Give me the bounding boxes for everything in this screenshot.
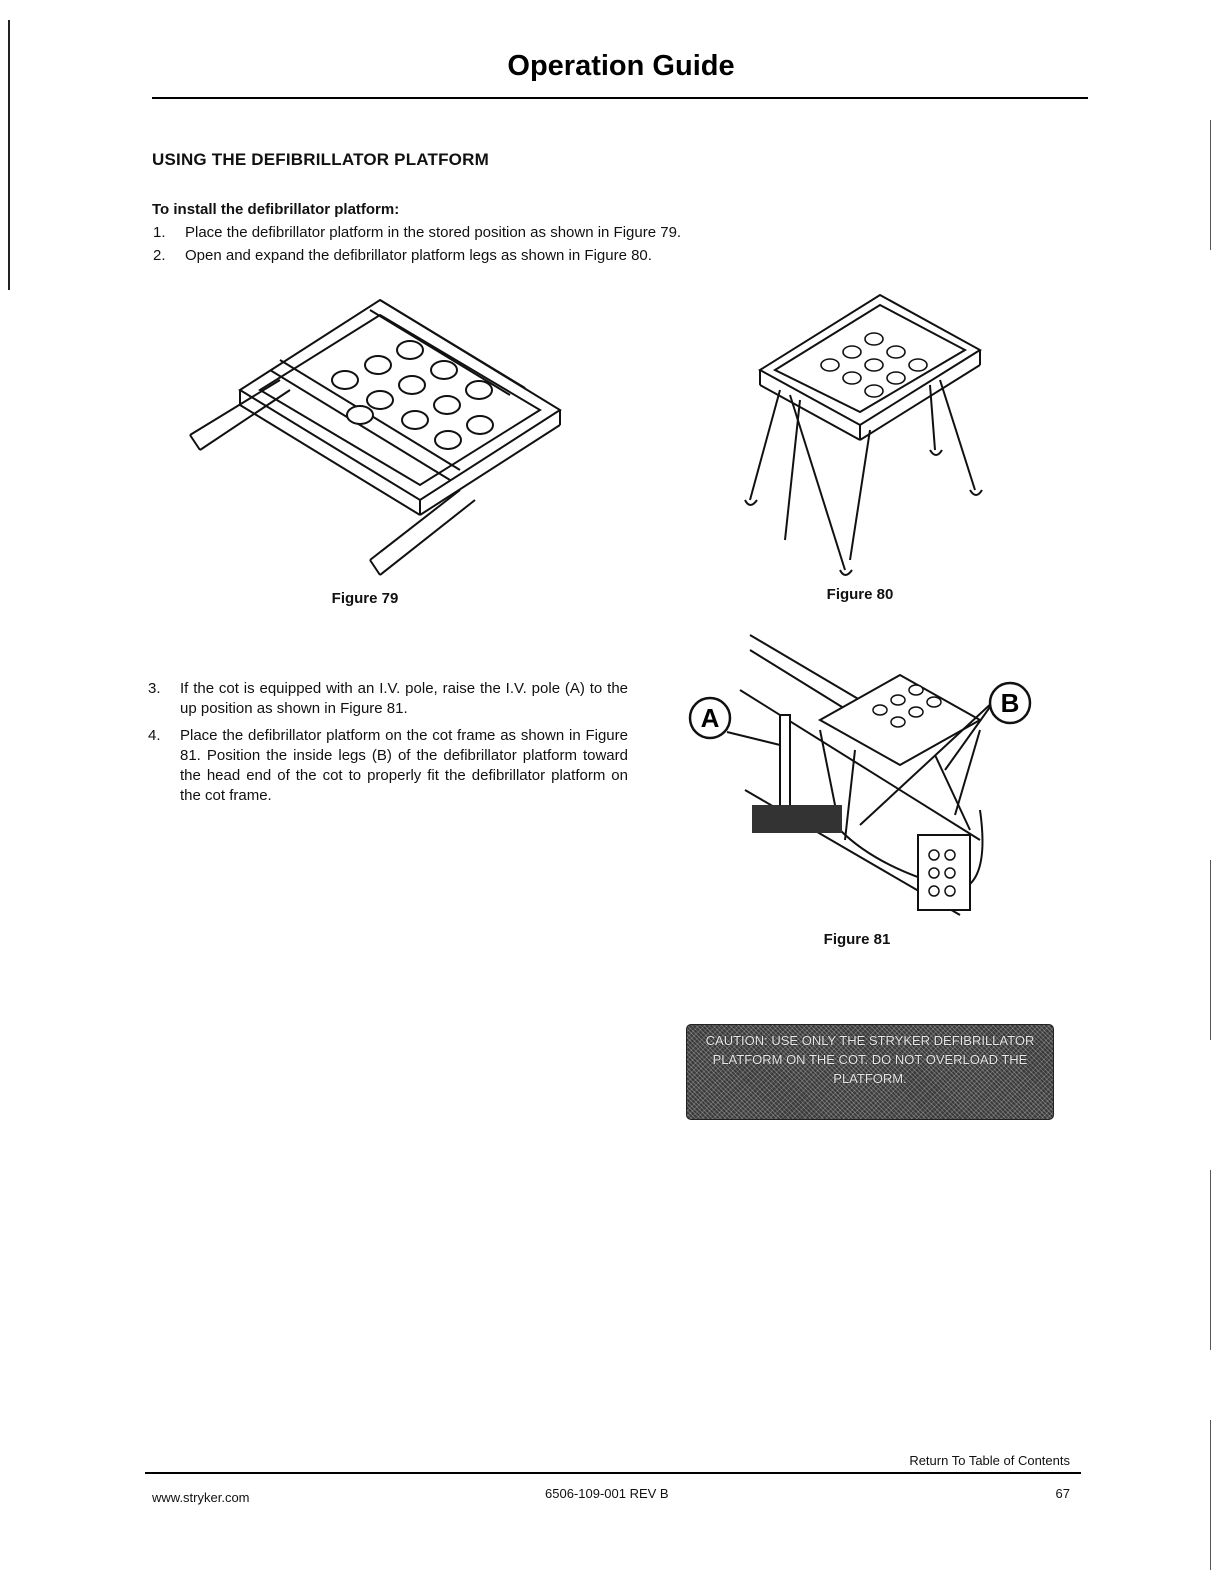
scan-edge-mark [1210, 1170, 1211, 1350]
figure-81-illustration [680, 630, 1050, 930]
step-number: 1. [153, 224, 166, 241]
callout-b-label: B [1000, 688, 1020, 718]
return-to-toc-link[interactable]: Return To Table of Contents [909, 1453, 1070, 1468]
section-heading: USING THE DEFIBRILLATOR PLATFORM [152, 150, 489, 169]
step-text: Place the defibrillator platform on the cot frame as shown in Figure 81. Position the inside legs (B) of the defibrillator platform toward the head end of the cot to properly fit the defibrillator platform on the cot frame. [180, 727, 628, 804]
figure-80-illustration [740, 290, 990, 580]
cot-mattress-edge [752, 805, 842, 833]
page-title: Operation Guide [507, 50, 735, 82]
title-divider [152, 97, 1088, 99]
step-text: If the cot is equipped with an I.V. pole, raise the I.V. pole (A) to the up position as shown in Figure 81. [180, 680, 628, 717]
step-text: Open and expand the defibrillator platform legs as shown in Figure 80. [185, 247, 652, 264]
step-text: Place the defibrillator platform in the stored position as shown in Figure 79. [185, 224, 682, 241]
figure-81-caption: Figure 81 [823, 931, 891, 948]
footer-website: www.stryker.com [152, 1490, 250, 1505]
install-heading: To install the defibrillator platform: [152, 201, 400, 218]
figure-79-illustration [180, 290, 570, 590]
scan-edge-mark [1210, 1420, 1211, 1570]
page-number: 67 [1055, 1486, 1070, 1501]
callout-a-label: A [700, 703, 720, 733]
figure-80-caption: Figure 80 [826, 586, 894, 603]
step-number: 2. [153, 247, 166, 264]
footer-document-number: 6506-109-001 REV B [545, 1486, 669, 1501]
figure-79-caption: Figure 79 [331, 590, 399, 607]
scan-edge-mark [1210, 120, 1211, 250]
footer-divider [145, 1472, 1081, 1474]
step-number: 3. [148, 680, 161, 697]
step-number: 4. [148, 727, 161, 744]
scan-edge-mark [1210, 860, 1211, 1040]
caution-label: CAUTION: USE ONLY THE STRYKER DEFIBRILLATOR PLATFORM ON THE COT. DO NOT OVERLOAD THE PLATFORM. [686, 1024, 1054, 1120]
